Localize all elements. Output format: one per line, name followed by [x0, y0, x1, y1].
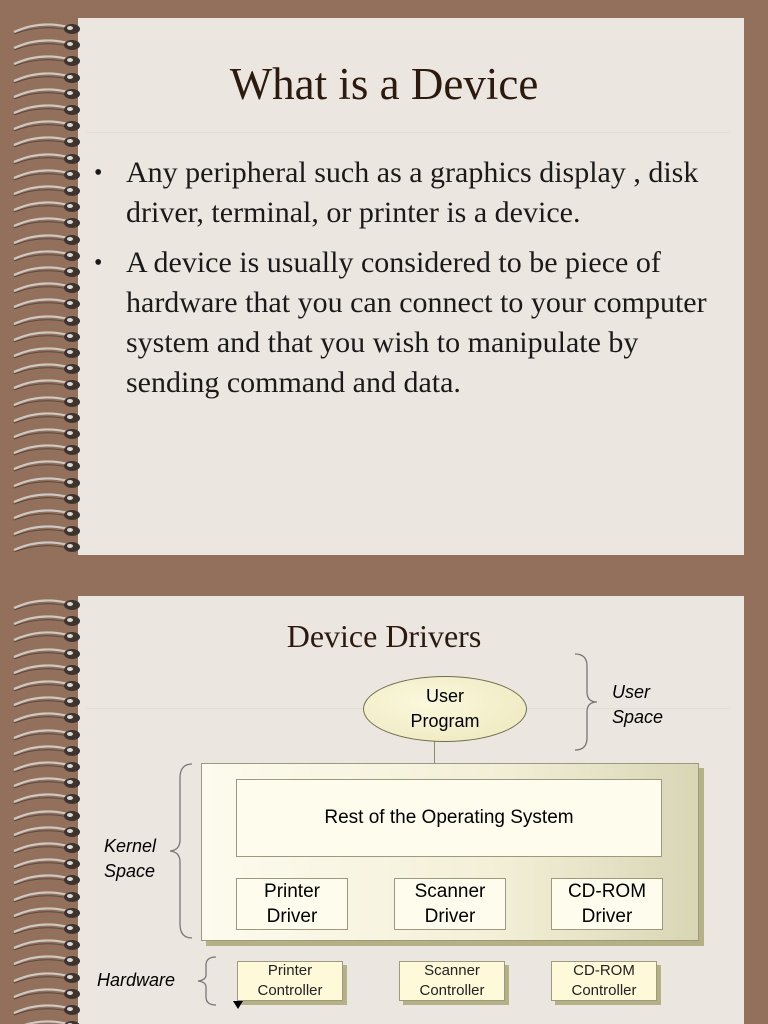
spiral-ring-icon: [10, 119, 86, 133]
spiral-ring-icon: [10, 1019, 86, 1024]
spiral-ring-icon: [10, 476, 86, 490]
bullet-item: [94, 153, 734, 233]
arrow-down-icon: [232, 1000, 244, 1010]
spiral-ring-icon: [10, 378, 86, 392]
bullet-list: [94, 153, 734, 413]
hardware-label: Hardware: [97, 970, 176, 990]
scanner-driver-label: Scanner Driver: [414, 881, 486, 927]
spiral-ring-icon: [10, 954, 86, 968]
spiral-ring-icon: [10, 184, 86, 198]
spiral-ring-icon: [10, 362, 86, 376]
spiral-ring-icon: [10, 744, 86, 758]
spiral-ring-icon: [10, 540, 86, 552]
rest-of-os-box: [236, 779, 662, 857]
bullet-text: Any peripheral such as a graphics display , disk driver, terminal, or printer is a device.: [126, 156, 699, 229]
scanner-controller-box: [399, 961, 505, 1001]
spiral-ring-icon: [10, 711, 86, 725]
spiral-ring-icon: [10, 443, 86, 457]
spiral-ring-icon: [10, 971, 86, 985]
spiral-ring-icon: [10, 663, 86, 677]
spiral-ring-icon: [10, 281, 86, 295]
spiral-ring-icon: [10, 760, 86, 774]
spiral-ring-icon: [10, 598, 86, 612]
spiral-ring-icon: [10, 233, 86, 247]
spiral-ring-icon: [10, 297, 86, 311]
spiral-ring-icon: [10, 857, 86, 871]
spiral-ring-icon: [10, 249, 86, 263]
spiral-ring-icon: [10, 776, 86, 790]
spiral-ring-icon: [10, 314, 86, 328]
spiral-ring-icon: [10, 906, 86, 920]
spiral-ring-icon: [10, 346, 86, 360]
cdrom-driver-box: [551, 878, 663, 930]
kernel-box: [201, 763, 699, 941]
spiral-ring-icon: [10, 492, 86, 506]
spiral-ring-icon: [10, 216, 86, 230]
user-space-label: User Space: [612, 682, 664, 727]
spiral-ring-icon: [10, 427, 86, 441]
spiral-ring-icon: [10, 695, 86, 709]
spiral-ring-icon: [10, 459, 86, 473]
page-title: What is a Device: [229, 59, 539, 109]
spiral-ring-icon: [10, 922, 86, 936]
spiral-ring-icon: [10, 792, 86, 806]
user-program-node: [363, 676, 527, 742]
spiral-ring-icon: [10, 825, 86, 839]
spiral-ring-icon: [10, 168, 86, 182]
spiral-ring-icon: [10, 395, 86, 409]
scanner-controller-label: Scanner Controller: [419, 962, 485, 999]
spiral-ring-icon: [10, 135, 86, 149]
spiral-ring-icon: [10, 330, 86, 344]
bullet-item: [94, 243, 734, 403]
printer-driver-box: [236, 878, 348, 930]
spiral-ring-icon: [10, 508, 86, 522]
spiral-ring-icon: [10, 524, 86, 538]
spiral-ring-icon: [10, 200, 86, 214]
spiral-ring-icon: [10, 38, 86, 52]
printer-controller-box: [237, 961, 343, 1001]
brace-icon: [196, 955, 218, 1007]
rest-of-os-label: Rest of the Operating System: [324, 807, 574, 828]
spiral-ring-icon: [10, 873, 86, 887]
bullet-text: A device is usually considered to be piece of hardware that you can connect to your computer system and that you wish to manipulate by sending command and data.: [126, 246, 707, 399]
spiral-ring-icon: [10, 987, 86, 1001]
spiral-ring-icon: [10, 938, 86, 952]
cdrom-controller-box: [551, 961, 657, 1001]
spiral-ring-icon: [10, 265, 86, 279]
kernel-space-label: Kernel Space: [104, 836, 157, 881]
spiral-ring-icon: [10, 890, 86, 904]
connector-line: [434, 740, 435, 763]
user-program-label: User Program: [410, 686, 480, 731]
spiral-ring-icon: [10, 809, 86, 823]
spiral-ring-icon: [10, 728, 86, 742]
spiral-ring-icon: [10, 22, 86, 36]
brace-icon: [573, 652, 601, 752]
spiral-ring-icon: [10, 841, 86, 855]
spiral-ring-icon: [10, 1003, 86, 1017]
spiral-ring-icon: [10, 411, 86, 425]
bullet-icon: •: [94, 250, 103, 276]
printer-controller-label: Printer Controller: [257, 962, 323, 999]
printer-driver-label: Printer Driver: [264, 881, 320, 927]
spiral-ring-icon: [10, 679, 86, 693]
spiral-ring-icon: [10, 152, 86, 166]
cdrom-controller-label: CD-ROM Controller: [571, 962, 637, 999]
title-rule: [86, 132, 730, 133]
diagram-title: Device Drivers: [286, 618, 482, 654]
bullet-icon: •: [94, 160, 103, 186]
spiral-binding-icon: [0, 598, 100, 1024]
cdrom-driver-label: CD-ROM Driver: [567, 881, 647, 927]
scanner-driver-box: [394, 878, 506, 930]
